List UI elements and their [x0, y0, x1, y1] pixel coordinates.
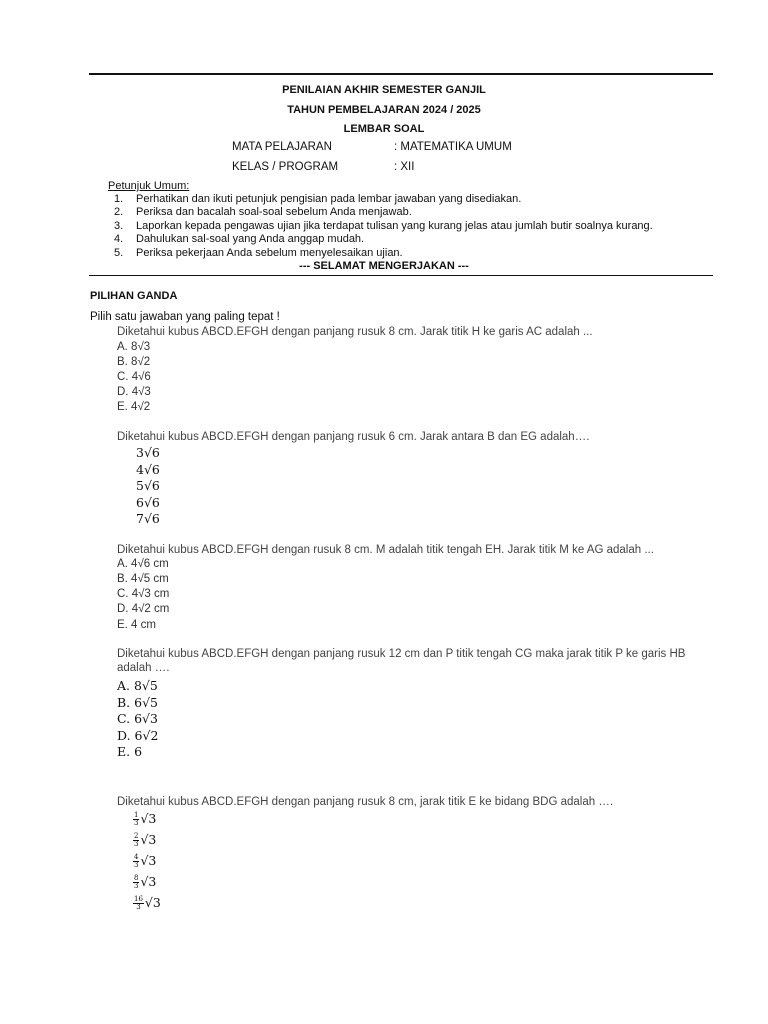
- q2-option-b[interactable]: 4√6: [136, 462, 160, 477]
- class-label: KELAS / PROGRAM: [232, 161, 339, 173]
- q1-option-e[interactable]: E. 4√2: [117, 401, 151, 413]
- q5-option-e[interactable]: $\frac{16}{3}$ √3: [134, 895, 161, 911]
- subject-value: : MATEMATIKA UMUM: [394, 141, 512, 153]
- q5-option-c[interactable]: $\frac{4}{3}$ √3: [134, 853, 157, 869]
- question-5: Diketahui kubus ABCD.EFGH dengan panjang rusuk 8 cm, jarak titik E ke bidang BDG adalah ….: [117, 796, 614, 808]
- instructions-title: Petunjuk Umum:: [108, 180, 190, 192]
- q5-option-a[interactable]: $\frac{1}{3}$ √3: [134, 811, 157, 827]
- q2-option-d[interactable]: 6√6: [136, 495, 160, 510]
- instruction-item: 3. Laporkan kepada pengawas ujian jika terdapat tulisan yang kurang jelas atau jumlah butir soalnya kurang.: [114, 219, 653, 232]
- class-value: : XII: [394, 161, 415, 173]
- question-4-line-1: Diketahui kubus ABCD.EFGH dengan panjang rusuk 12 cm dan P titik tengah CG maka jarak titik P ke garis HB: [117, 648, 686, 660]
- q2-option-c[interactable]: 5√6: [136, 478, 160, 493]
- academic-year: TAHUN PEMBELAJARAN 2024 / 2025: [287, 104, 481, 116]
- q3-option-b[interactable]: B. 4√5 cm: [117, 573, 169, 585]
- section-instruction: Pilih satu jawaban yang paling tepat !: [90, 311, 280, 323]
- q3-option-d[interactable]: D. 4√2 cm: [117, 603, 170, 615]
- q5-option-d[interactable]: $\frac{8}{3}$ √3: [134, 874, 157, 890]
- section-title: PILIHAN GANDA: [90, 290, 178, 302]
- exam-title: PENILAIAN AKHIR SEMESTER GANJIL: [282, 84, 486, 96]
- instruction-item: 2. Periksa dan bacalah soal-soal sebelum Anda menjawab.: [114, 206, 412, 219]
- instructions-list: [114, 193, 653, 260]
- top-rule: [89, 73, 713, 75]
- instruction-item: 5. Periksa pekerjaan Anda sebelum menyelesaikan ujian.: [114, 246, 403, 259]
- closing-line: --- SELAMAT MENGERJAKAN ---: [299, 260, 469, 272]
- q2-option-a[interactable]: 3√6: [136, 445, 160, 460]
- instruction-item: 1. Perhatikan dan ikuti petunjuk pengisian pada lembar jawaban yang disediakan.: [114, 193, 522, 205]
- question-4-line-2: adalah ….: [117, 662, 170, 674]
- question-2: Diketahui kubus ABCD.EFGH dengan panjang rusuk 6 cm. Jarak antara B dan EG adalah….: [117, 431, 590, 443]
- q3-option-a[interactable]: A. 4√6 cm: [117, 558, 169, 570]
- q3-option-e[interactable]: E. 4 cm: [117, 619, 156, 631]
- sheet-title: LEMBAR SOAL: [343, 123, 425, 135]
- q2-option-e[interactable]: 7√6: [136, 511, 160, 526]
- q3-option-c[interactable]: C. 4√3 cm: [117, 588, 170, 600]
- subject-label: MATA PELAJARAN: [232, 141, 332, 153]
- question-1: Diketahui kubus ABCD.EFGH dengan panjang rusuk 8 cm. Jarak titik H ke garis AC adalah ...: [117, 326, 593, 338]
- q4-option-e[interactable]: E. 6: [117, 744, 143, 759]
- q1-option-d[interactable]: D. 4√3: [117, 386, 151, 398]
- section-rule: [89, 275, 713, 276]
- q1-option-b[interactable]: B. 8√2: [117, 356, 151, 368]
- q1-option-c[interactable]: C. 4√6: [117, 371, 151, 383]
- instruction-item: 4. Dahulukan sal-soal yang Anda anggap mudah.: [114, 233, 365, 246]
- q4-option-b[interactable]: B. 6√5: [117, 695, 159, 710]
- q1-option-a[interactable]: A. 8√3: [117, 341, 151, 353]
- question-3: Diketahui kubus ABCD.EFGH dengan rusuk 8 cm. M adalah titik tengah EH. Jarak titik M ke AG adalah ...: [117, 544, 654, 556]
- q4-option-d[interactable]: D. 6√2: [117, 728, 159, 743]
- q4-option-c[interactable]: C. 6√3: [117, 711, 158, 726]
- q5-option-b[interactable]: $\frac{2}{3}$ √3: [134, 832, 157, 848]
- q4-option-a[interactable]: A. 8√5: [117, 678, 158, 693]
